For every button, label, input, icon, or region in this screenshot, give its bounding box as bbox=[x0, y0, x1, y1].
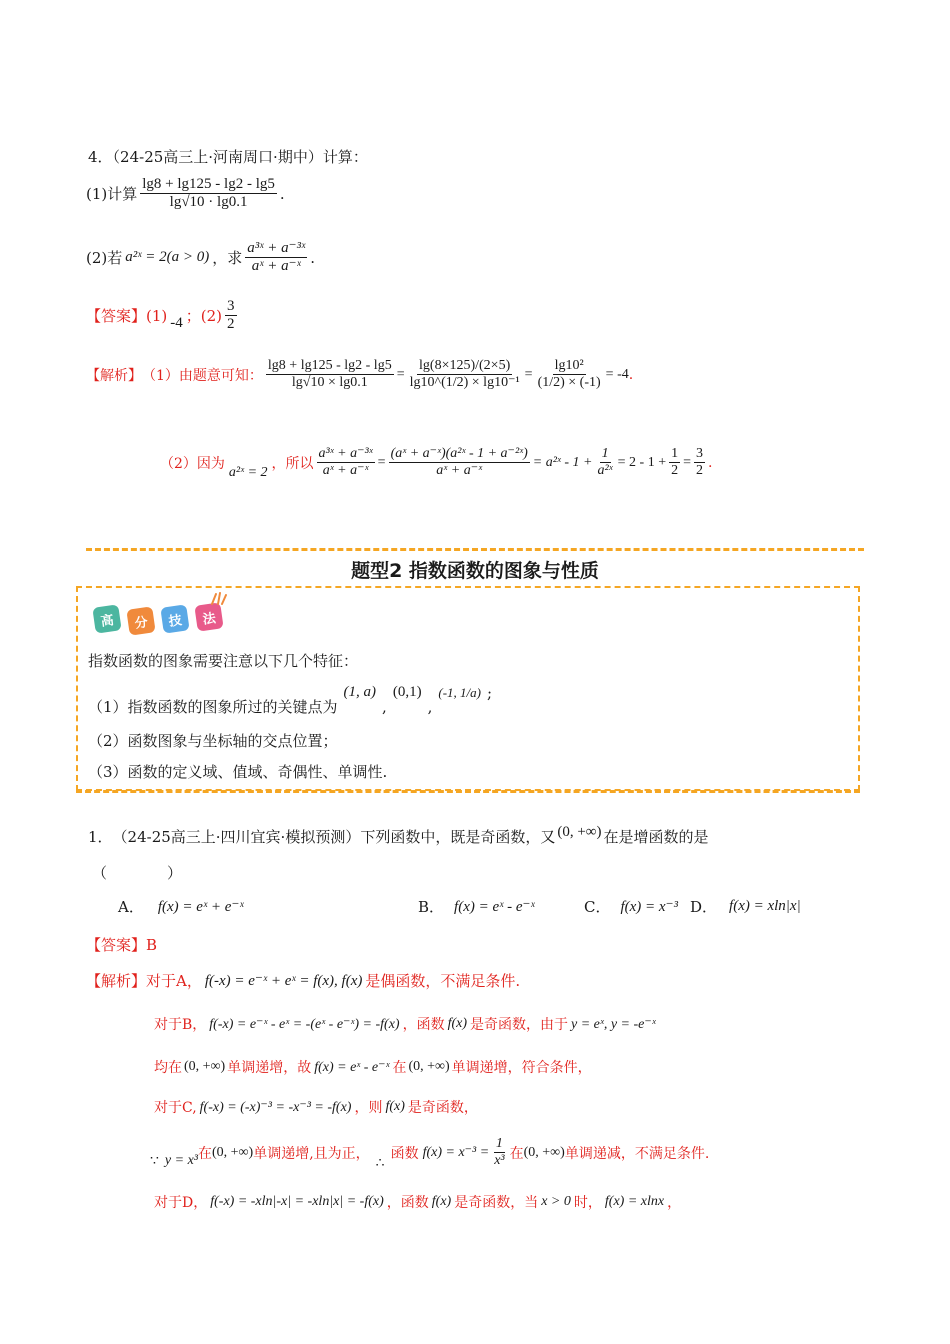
analysis1-label: 【解析】 bbox=[86, 972, 147, 990]
method-badge-char: 技 bbox=[160, 604, 189, 633]
analysis4-f5-frac bbox=[694, 446, 705, 479]
method-keypoint-3: (-1, 1/a) bbox=[438, 684, 481, 700]
analysis4-f3-den: a²ˣ bbox=[597, 463, 613, 479]
q1-option-d[interactable] bbox=[690, 896, 801, 917]
method-intro: 指数函数的图象需要注意以下几个特征： bbox=[88, 652, 359, 670]
analysis1-b2-interval2: (0, +∞) bbox=[408, 1059, 450, 1074]
analysis1-b-expr2: y = eˣ, y = -e⁻ˣ bbox=[571, 1016, 656, 1032]
analysis1-d-expr2: f(x) = xlnx bbox=[604, 1194, 665, 1209]
sparkle-icon bbox=[210, 592, 228, 606]
q1-option-a[interactable] bbox=[118, 896, 244, 917]
q4-header bbox=[88, 146, 368, 167]
section-title: 题型2 指数函数的图象与性质 bbox=[351, 560, 599, 582]
q1-option-b[interactable] bbox=[418, 896, 535, 917]
q4-p1-end: . bbox=[279, 184, 285, 203]
analysis1-d-mid3: 时， bbox=[573, 1195, 602, 1211]
analysis1-line-c bbox=[154, 1097, 478, 1117]
option-c-label: C． bbox=[584, 898, 611, 916]
analysis4-expr1-num: lg8 + lg125 - lg2 - lg5 bbox=[266, 358, 394, 375]
q4-p2-denominator: aˣ + a⁻ˣ bbox=[251, 258, 301, 275]
method-item3: （3）函数的定义域、值域、奇偶性、单调性. bbox=[88, 763, 388, 781]
analysis1-b-expr: f(-x) = e⁻ˣ - eˣ = -(eˣ - e⁻ˣ) = -f(x) bbox=[209, 1016, 400, 1032]
method-item1: （1）指数函数的图象所过的关键点为 (1, a) , (0,1) , (-1, 1/a) ; bbox=[88, 683, 493, 716]
analysis1-c-text: 对于C, bbox=[154, 1100, 197, 1116]
option-d-expr: f(x) = xln|x| bbox=[729, 898, 801, 914]
analysis4-f5-num: 3 bbox=[694, 446, 705, 463]
analysis1-c2-den: x³ bbox=[494, 1153, 505, 1169]
option-b-label: B． bbox=[418, 898, 445, 916]
analysis4-step1-text: （1）由题意可知： bbox=[142, 367, 263, 384]
analysis4-f3-frac bbox=[595, 446, 614, 479]
analysis4-line2: （2）因为 a²ˣ = 2 ，所以 $\frac{\text{a³ˣ + a⁻³ˣ}}{\text{aˣ + a⁻ˣ}}$ = $\frac{\text{(aˣ + a⁻ˣ)(a²ˣ - 1 + a⁻²ˣ)}}{\text{aˣ + a⁻ˣ}}$ = a²ˣ - 1 + $\frac{1}{\text{a²ˣ}}$ = 2 - 1 + $\frac{1}{2}$ = $\frac{3}{2}$ . bbox=[160, 446, 713, 480]
analysis1-b2-tail: 单调递增，符合条件， bbox=[451, 1060, 592, 1076]
analysis1-b-mid: ，函数 bbox=[402, 1017, 445, 1033]
q1-tail: 在是增函数的是 bbox=[603, 828, 709, 846]
method-item1-text: （1）指数函数的图象所过的关键点为 bbox=[88, 698, 338, 716]
analysis4-expr2 bbox=[408, 358, 522, 391]
analysis1-d-text: 对于D， bbox=[154, 1195, 208, 1211]
analysis1-c-tail: 是奇函数， bbox=[407, 1100, 478, 1116]
analysis1-d-mid2: 是奇函数，当 bbox=[454, 1195, 539, 1211]
analysis1-c2-mid: 在 bbox=[198, 1145, 212, 1162]
analysis1-c2-mid3: 在 bbox=[509, 1145, 524, 1162]
q4-p1-fraction bbox=[140, 176, 277, 212]
analysis1-line-c2 bbox=[150, 1136, 709, 1169]
method-keypoint-1: (1, a) bbox=[343, 684, 377, 700]
analysis1-a-tail: 是偶函数，不满足条件. bbox=[365, 972, 521, 990]
option-a-label: A． bbox=[118, 898, 144, 916]
analysis1-b-text: 对于B， bbox=[154, 1017, 207, 1033]
analysis1-c2-tail: 单调递减，不满足条件. bbox=[564, 1145, 710, 1162]
option-a-expr: f(x) = eˣ + e⁻ˣ bbox=[157, 899, 244, 915]
answer4-part2-fraction bbox=[225, 298, 237, 334]
q4-p2-end: . bbox=[310, 248, 316, 267]
analysis4-f4: = 2 - 1 + bbox=[617, 454, 667, 470]
analysis1-line-b bbox=[154, 1014, 659, 1034]
q1-option-c[interactable] bbox=[584, 896, 678, 917]
answer4-part2-denominator: 2 bbox=[227, 316, 235, 333]
q4-p1-denominator: lg√10 · lg0.1 bbox=[169, 194, 248, 211]
q4-p2-condition: a²ˣ = 2(a > 0) bbox=[125, 249, 210, 266]
analysis4-expr1-den: lg√10 × lg0.1 bbox=[291, 375, 368, 391]
analysis1-c-expr: f(-x) = (-x)⁻³ = -x⁻³ = -f(x) bbox=[199, 1099, 352, 1115]
answer1 bbox=[86, 934, 157, 955]
analysis4-expr2-den: lg10^(1/2) × lg10⁻¹ bbox=[409, 375, 520, 391]
answer1-label: 【答案】 bbox=[86, 936, 147, 954]
analysis1-c-fx: f(x) bbox=[385, 1099, 405, 1114]
analysis4-f2-den: aˣ + a⁻ˣ bbox=[436, 463, 483, 479]
method-keypoint-2: (0,1) bbox=[392, 684, 422, 700]
analysis1-c2-mid2: 单调递增,且为正， bbox=[253, 1145, 370, 1162]
q1-interval: (0, +∞) bbox=[557, 824, 602, 840]
analysis1-c2-num: 1 bbox=[494, 1136, 505, 1153]
analysis4-step2-text: （2）因为 bbox=[160, 455, 225, 472]
section-divider bbox=[86, 548, 864, 551]
analysis4-f1-den: aˣ + a⁻ˣ bbox=[322, 463, 369, 479]
q4-source: （24-25高三上·河南周口·期中）计算： bbox=[112, 148, 368, 166]
analysis4-f1 bbox=[317, 446, 375, 479]
answer1-value: B bbox=[146, 936, 158, 954]
analysis4-f2-num: (aˣ + a⁻ˣ)(a²ˣ - 1 + a⁻²ˣ) bbox=[389, 446, 530, 463]
analysis4-f4-num: 1 bbox=[669, 446, 680, 463]
q1-header bbox=[88, 826, 709, 847]
q4-p2-fraction bbox=[245, 240, 307, 276]
method-badge-char: 分 bbox=[126, 606, 155, 635]
q4-part2 bbox=[86, 240, 315, 276]
method-badge-char: 法 bbox=[194, 602, 223, 631]
q4-p2-mid: ，求 bbox=[212, 249, 243, 268]
q4-p2-label: (2)若 bbox=[86, 249, 123, 268]
analysis4-f2 bbox=[389, 446, 530, 479]
analysis4-so-text: ，所以 bbox=[271, 455, 314, 472]
analysis1-a-text: 对于A， bbox=[146, 972, 202, 990]
analysis1-b-mid2: 是奇函数，由于 bbox=[470, 1017, 569, 1033]
q4-number: 4． bbox=[88, 148, 113, 166]
analysis1-b2-interval: (0, +∞) bbox=[184, 1059, 226, 1074]
analysis1-b2-mid2: 在 bbox=[392, 1060, 407, 1076]
answer4-part1-label: (1) bbox=[146, 306, 168, 325]
q4-p1-numerator: lg8 + lg125 - lg2 - lg5 bbox=[140, 176, 277, 194]
method-item2: （2）函数图象与坐标轴的交点位置； bbox=[88, 732, 338, 750]
analysis1-c-mid: ，则 bbox=[354, 1100, 383, 1116]
option-d-label: D． bbox=[690, 898, 718, 916]
analysis1-c2-expr2: f(x) = x⁻³ = bbox=[422, 1145, 490, 1161]
analysis4-expr1 bbox=[266, 358, 394, 391]
analysis4-condition: a²ˣ = 2 bbox=[228, 464, 268, 480]
therefore-symbol: ∴ bbox=[375, 1154, 385, 1171]
analysis1-d-fx: f(x) bbox=[431, 1194, 452, 1209]
method-badge-group bbox=[92, 596, 232, 642]
analysis4-result1: = -4 bbox=[605, 366, 629, 382]
analysis1-c2-interval2: (0, +∞) bbox=[523, 1144, 565, 1160]
analysis1-b-fx: f(x) bbox=[447, 1016, 468, 1031]
answer4-separator: ；(2) bbox=[185, 307, 223, 326]
option-b-expr: f(x) = eˣ - e⁻ˣ bbox=[454, 899, 535, 915]
q4-p1-label: (1)计算 bbox=[86, 185, 138, 204]
analysis1-b2-text: 均在 bbox=[154, 1060, 182, 1076]
analysis4-label: 【解析】 bbox=[86, 367, 142, 384]
method-bottom-divider bbox=[76, 790, 860, 793]
q1-number: 1． bbox=[88, 828, 113, 846]
method-badge-char: 高 bbox=[92, 604, 121, 633]
q4-p2-numerator: a³ˣ + a⁻³ˣ bbox=[245, 240, 307, 258]
analysis4-f4-frac bbox=[669, 446, 680, 479]
analysis4-f5-den: 2 bbox=[696, 463, 703, 479]
analysis1-b2-expr: f(x) = eˣ - e⁻ˣ bbox=[314, 1059, 390, 1075]
analysis1-d-mid: ，函数 bbox=[386, 1195, 429, 1211]
q1-blank: （ ） bbox=[92, 864, 183, 882]
answer4-part2-numerator: 3 bbox=[225, 298, 237, 316]
answer4-part1-value: -4 bbox=[170, 315, 183, 332]
analysis4-expr3-num: lg10² bbox=[553, 358, 586, 375]
answer4 bbox=[86, 298, 240, 334]
analysis1-c2-frac bbox=[492, 1136, 506, 1169]
q1-source: （24-25高三上·四川宜宾·模拟预测）下列函数中，既是奇函数，又 bbox=[112, 828, 556, 846]
analysis1-c2-interval: (0, +∞) bbox=[212, 1144, 254, 1160]
analysis4-f3: = a²ˣ - 1 + bbox=[532, 454, 593, 470]
answer4-label: 【答案】 bbox=[86, 307, 147, 326]
analysis1-line-a bbox=[86, 970, 520, 991]
analysis4-f3-num: 1 bbox=[600, 446, 611, 463]
analysis1-line-d bbox=[154, 1192, 681, 1212]
analysis4-line1: 【解析】 （1）由题意可知： $\frac{\lg 8 + \lg 125 - \lg 2 - \lg 5}{\lg√10 \times \lg 0.1}$ = $\frac{\lg(8\times 125)/(2\times 5)}{\text{lg10\textasciicircum{}(1/2) × lg10⁻¹}}$ = $\frac{\text{lg10²}}{(1/2) \times (-1)}$ = -4 . bbox=[86, 358, 634, 391]
analysis1-line-b2 bbox=[154, 1057, 592, 1077]
analysis1-c2-fn: 函数 bbox=[390, 1145, 419, 1162]
q4-part1 bbox=[86, 176, 285, 212]
analysis4-expr2-num: lg(8×125)/(2×5) bbox=[417, 358, 512, 375]
analysis1-c2-expr: y = x³ bbox=[164, 1152, 198, 1168]
analysis1-a-expr: f(-x) = e⁻ˣ + eˣ = f(x), f(x) bbox=[204, 973, 363, 989]
analysis1-d-cond: x > 0 bbox=[541, 1194, 571, 1209]
analysis1-d-expr: f(-x) = -xln|-x| = -xln|x| = -f(x) bbox=[210, 1194, 384, 1209]
analysis4-f1-num: a³ˣ + a⁻³ˣ bbox=[317, 446, 375, 463]
analysis1-b2-mid: 单调递增，故 bbox=[227, 1060, 312, 1076]
analysis1-d-end: ， bbox=[667, 1195, 682, 1211]
analysis4-f4-den: 2 bbox=[671, 463, 679, 479]
analysis4-expr3-den: (1/2) × (-1) bbox=[537, 375, 601, 391]
because-symbol: ∵ bbox=[150, 1152, 159, 1169]
option-c-expr: f(x) = x⁻³ bbox=[620, 899, 678, 915]
analysis4-expr3 bbox=[536, 358, 603, 391]
